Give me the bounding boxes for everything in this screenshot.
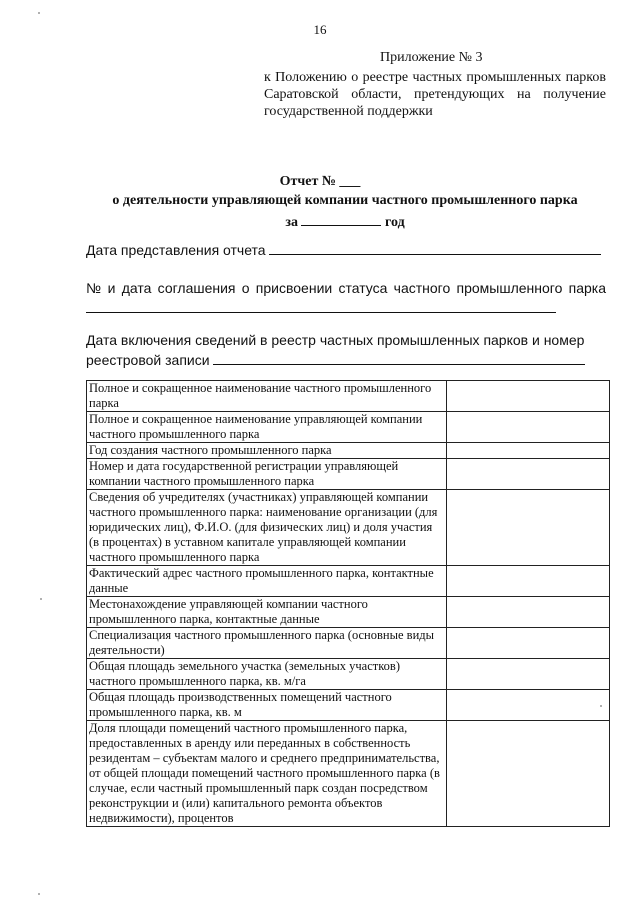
agreement-blank bbox=[86, 298, 556, 313]
report-year-blank bbox=[301, 211, 381, 226]
table-row-value[interactable] bbox=[447, 597, 610, 628]
table-row-label: Год создания частного промышленного парка bbox=[87, 443, 447, 459]
table-row-label: Доля площади помещений частного промышленного парка, предоставленных в аренду или переданных в собственность резидентам – субъектам малого и среднего предпринимательства, от общей площади помещений частного промышленного парка (в случае, если частный промышленный парк создан посредством реконструкции и (или) капитального ремонта объектов недвижимости), процентов bbox=[87, 721, 447, 827]
table-row-label: Сведения об учредителях (участниках) управляющей компании частного промышленного парка: наименование организации (для юридических лиц), Ф.И.О. (для физических лиц) и доля участия (в процентах) в уставном капитале управляющей компании частного промышленного парка bbox=[87, 490, 447, 566]
appendix-title: Приложение № 3 bbox=[380, 50, 483, 65]
table-row bbox=[87, 566, 610, 597]
report-year-suffix: год bbox=[384, 215, 405, 230]
table-row-value[interactable] bbox=[447, 412, 610, 443]
table-row bbox=[87, 659, 610, 690]
park-info-table bbox=[86, 380, 610, 827]
table-row bbox=[87, 690, 610, 721]
registry-inclusion-field bbox=[86, 331, 606, 370]
report-subtitle: о деятельности управляющей компании частного промышленного парка bbox=[112, 193, 578, 208]
table-row-label: Фактический адрес частного промышленного парка, контактные данные bbox=[87, 566, 447, 597]
table-row-value[interactable] bbox=[447, 628, 610, 659]
submission-date-label: Дата представления отчета bbox=[86, 242, 266, 258]
table-row-value[interactable] bbox=[447, 659, 610, 690]
table-row bbox=[87, 721, 610, 827]
submission-date-blank bbox=[269, 240, 601, 255]
registry-inclusion-label: Дата включения сведений в реестр частных промышленных парков и номер реестровой записи bbox=[86, 332, 585, 368]
submission-date-field bbox=[86, 240, 606, 260]
table-row-value[interactable] bbox=[447, 490, 610, 566]
report-year-line bbox=[0, 211, 640, 231]
scan-speck bbox=[38, 893, 40, 895]
table-row bbox=[87, 597, 610, 628]
registry-inclusion-blank bbox=[213, 350, 585, 365]
table-row-value[interactable] bbox=[447, 721, 610, 827]
table-row-value[interactable] bbox=[447, 443, 610, 459]
park-info-table-body bbox=[87, 381, 610, 827]
table-row-label: Местонахождение управляющей компании частного промышленного парка, контактные данные bbox=[87, 597, 447, 628]
table-row bbox=[87, 412, 610, 443]
appendix-description: к Положению о реестре частных промышленных парков Саратовской области, претендующих на получение государственной поддержки bbox=[264, 70, 606, 119]
scan-speck bbox=[40, 598, 42, 600]
table-row-label: Полное и сокращенное наименование частного промышленного парка bbox=[87, 381, 447, 412]
table-row-label: Номер и дата государственной регистрации управляющей компании частного промышленного парка bbox=[87, 459, 447, 490]
table-row-label: Общая площадь производственных помещений частного промышленного парка, кв. м bbox=[87, 690, 447, 721]
agreement-field bbox=[86, 279, 606, 318]
report-heading: Отчет № ___ bbox=[279, 174, 361, 189]
table-row bbox=[87, 490, 610, 566]
table-row bbox=[87, 459, 610, 490]
table-row-label: Общая площадь земельного участка (земельных участков) частного промышленного парка, кв. м/га bbox=[87, 659, 447, 690]
scan-speck bbox=[600, 705, 602, 707]
table-row-value[interactable] bbox=[447, 566, 610, 597]
table-row-value[interactable] bbox=[447, 690, 610, 721]
table-row-label: Полное и сокращенное наименование управляющей компании частного промышленного парка bbox=[87, 412, 447, 443]
table-row-value[interactable] bbox=[447, 459, 610, 490]
page-number: 16 bbox=[313, 22, 327, 37]
table-row-label: Специализация частного промышленного парка (основные виды деятельности) bbox=[87, 628, 447, 659]
report-year-prefix: за bbox=[285, 215, 298, 230]
agreement-label: № и дата соглашения о присвоении статуса частного промышленного парка bbox=[86, 280, 606, 296]
table-row bbox=[87, 443, 610, 459]
scan-speck bbox=[38, 12, 40, 14]
table-row bbox=[87, 628, 610, 659]
table-row-value[interactable] bbox=[447, 381, 610, 412]
table-row bbox=[87, 381, 610, 412]
